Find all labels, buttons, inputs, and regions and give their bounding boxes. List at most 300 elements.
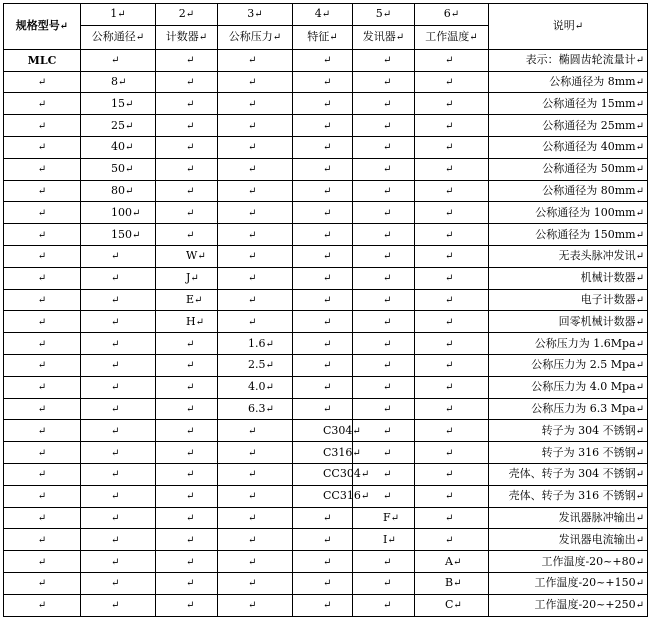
code-cell [156, 71, 218, 93]
table-row [4, 311, 648, 333]
paragraph-mark: ↵ [111, 403, 120, 415]
code-cell [415, 420, 489, 442]
paragraph-mark: ↵ [37, 338, 47, 350]
code-cell: 2.5↵ [218, 354, 293, 376]
paragraph-mark: ↵ [186, 55, 195, 67]
paragraph-mark: ↵ [111, 316, 120, 328]
col-name-6: 工作温度↵ [415, 25, 489, 49]
paragraph-mark: ↵ [323, 207, 332, 219]
paragraph-mark: ↵ [323, 338, 332, 350]
code-cell [293, 115, 353, 137]
paragraph-mark: ↵ [111, 425, 120, 437]
paragraph-mark: ↵ [323, 76, 332, 88]
table-row [4, 180, 648, 202]
desc-cell: 公称通径为 80mm↵ [489, 180, 648, 202]
col-name-3: 公称压力↵ [218, 25, 293, 49]
desc-cell: 回零机械计数器↵ [489, 311, 648, 333]
paragraph-mark: ↵ [635, 316, 644, 328]
paragraph-mark: ↵ [323, 600, 332, 612]
code-cell [218, 180, 293, 202]
table-row [4, 71, 648, 93]
code-cell [156, 398, 218, 420]
paragraph-mark: ↵ [186, 491, 195, 503]
paragraph-mark: ↵ [186, 120, 195, 132]
code-cell [156, 485, 218, 507]
paragraph-mark: ↵ [186, 164, 195, 176]
code-cell [415, 376, 489, 398]
paragraph-mark: ↵ [635, 512, 644, 524]
paragraph-mark: ↵ [445, 360, 454, 372]
paragraph-mark: ↵ [186, 469, 195, 481]
table-row [4, 507, 648, 529]
paragraph-mark: ↵ [635, 185, 644, 197]
table-row [4, 267, 648, 289]
code-cell [293, 333, 353, 355]
desc-cell: 壳体、转子为 304 不锈钢↵ [489, 463, 648, 485]
code-cell [81, 289, 156, 311]
spec-cell [4, 180, 81, 202]
code-cell [156, 180, 218, 202]
code-cell [353, 333, 415, 355]
paragraph-mark: ↵ [323, 556, 332, 568]
paragraph-mark: ↵ [186, 142, 195, 154]
code-cell [293, 354, 353, 376]
code-cell [293, 594, 353, 616]
code-cell [415, 529, 489, 551]
spec-cell [4, 115, 81, 137]
paragraph-mark: ↵ [111, 600, 120, 612]
paragraph-mark: ↵ [111, 491, 120, 503]
code-cell [293, 267, 353, 289]
paragraph-mark: ↵ [132, 229, 141, 241]
paragraph-mark: ↵ [265, 360, 274, 372]
code-cell [353, 376, 415, 398]
paragraph-mark: ↵ [37, 600, 47, 612]
paragraph-mark: ↵ [360, 491, 370, 503]
code-cell [415, 398, 489, 420]
paragraph-mark: ↵ [186, 578, 195, 590]
code-cell [415, 202, 489, 224]
desc-cell: 公称通径为 25mm↵ [489, 115, 648, 137]
code-cell [353, 224, 415, 246]
code-cell [415, 333, 489, 355]
paragraph-mark: ↵ [445, 447, 454, 459]
code-cell [156, 333, 218, 355]
code-cell [156, 202, 218, 224]
paragraph-mark: ↵ [37, 164, 47, 176]
code-cell [293, 398, 353, 420]
code-cell [293, 529, 353, 551]
paragraph-mark: ↵ [248, 491, 257, 503]
desc-cell: 公称压力为 2.5 Mpa↵ [489, 354, 648, 376]
code-cell: E↵ [156, 289, 218, 311]
paragraph-mark: ↵ [445, 382, 454, 394]
code-cell: H↵ [156, 311, 218, 333]
code-cell [218, 289, 293, 311]
paragraph-mark: ↵ [111, 55, 120, 67]
table-row [4, 136, 648, 158]
spec-cell [4, 594, 81, 616]
code-cell [156, 93, 218, 115]
paragraph-mark: ↵ [248, 578, 257, 590]
paragraph-mark: ↵ [37, 251, 47, 263]
paragraph-mark: ↵ [383, 98, 392, 110]
paragraph-mark: ↵ [111, 512, 120, 524]
code-cell [353, 354, 415, 376]
code-cell [81, 507, 156, 529]
code-cell [353, 572, 415, 594]
code-cell [156, 551, 218, 573]
spec-cell [4, 93, 81, 115]
code-cell [81, 245, 156, 267]
code-cell [415, 224, 489, 246]
table-row [4, 333, 648, 355]
paragraph-mark: ↵ [383, 55, 392, 67]
code-cell [353, 267, 415, 289]
paragraph-mark: ↵ [445, 534, 454, 546]
code-cell [81, 49, 156, 71]
code-cell [293, 71, 353, 93]
desc-cell: 公称通径为 8mm↵ [489, 71, 648, 93]
paragraph-mark: ↵ [323, 98, 332, 110]
paragraph-mark: ↵ [635, 534, 644, 546]
paragraph-mark: ↵ [445, 142, 454, 154]
code-cell [81, 376, 156, 398]
spec-table [3, 3, 648, 617]
code-cell: 25↵ [81, 115, 156, 137]
code-cell [353, 442, 415, 464]
code-cell [156, 507, 218, 529]
paragraph-mark: ↵ [37, 142, 47, 154]
spec-cell [4, 311, 81, 333]
spec-cell [4, 224, 81, 246]
paragraph-mark: ↵ [383, 229, 392, 241]
code-cell [415, 71, 489, 93]
paragraph-mark: ↵ [186, 534, 195, 546]
paragraph-mark: ↵ [383, 360, 392, 372]
paragraph-mark: ↵ [635, 229, 644, 241]
desc-cell: 电子计数器↵ [489, 289, 648, 311]
paragraph-mark: ↵ [111, 360, 120, 372]
code-cell: C304↵ [293, 420, 353, 442]
paragraph-mark: ↵ [323, 164, 332, 176]
paragraph-mark: ↵ [323, 251, 332, 263]
paragraph-mark: ↵ [111, 447, 120, 459]
paragraph-mark: ↵ [111, 338, 120, 350]
code-cell: 40↵ [81, 136, 156, 158]
paragraph-mark: ↵ [248, 55, 257, 67]
paragraph-mark: ↵ [248, 164, 257, 176]
desc-cell: 公称通径为 15mm↵ [489, 93, 648, 115]
code-cell [81, 485, 156, 507]
paragraph-mark: ↵ [37, 403, 47, 415]
col-num-6: 6↵ [415, 4, 489, 26]
table-row [4, 572, 648, 594]
code-cell [218, 507, 293, 529]
code-cell: C316↵ [293, 442, 353, 464]
paragraph-mark: ↵ [37, 469, 47, 481]
code-cell [353, 551, 415, 573]
code-cell [415, 180, 489, 202]
code-cell [218, 245, 293, 267]
paragraph-mark: ↵ [383, 120, 392, 132]
col-num-5: 5↵ [353, 4, 415, 26]
code-cell [353, 594, 415, 616]
paragraph-mark: ↵ [383, 294, 392, 306]
spec-cell [4, 71, 81, 93]
paragraph-mark: ↵ [265, 338, 274, 350]
paragraph-mark: ↵ [248, 185, 257, 197]
code-cell [415, 49, 489, 71]
paragraph-mark: ↵ [111, 578, 120, 590]
desc-cell: 公称通径为 40mm↵ [489, 136, 648, 158]
paragraph-mark: ↵ [248, 98, 257, 110]
paragraph-mark: ↵ [323, 120, 332, 132]
paragraph-mark: ↵ [383, 425, 392, 437]
code-cell: 15↵ [81, 93, 156, 115]
table-row [4, 529, 648, 551]
paragraph-mark: ↵ [383, 403, 392, 415]
desc-cell: 公称通径为 50mm↵ [489, 158, 648, 180]
paragraph-mark: ↵ [248, 447, 257, 459]
code-cell [156, 463, 218, 485]
paragraph-mark: ↵ [635, 382, 644, 394]
table-row [4, 376, 648, 398]
code-cell [218, 529, 293, 551]
code-cell [81, 333, 156, 355]
code-cell: 8↵ [81, 71, 156, 93]
paragraph-mark: ↵ [445, 98, 454, 110]
spec-cell [4, 507, 81, 529]
code-cell [353, 49, 415, 71]
paragraph-mark: ↵ [190, 273, 199, 285]
code-cell: I↵ [353, 529, 415, 551]
code-cell [415, 245, 489, 267]
paragraph-mark: ↵ [248, 273, 257, 285]
code-cell [353, 202, 415, 224]
desc-cell: 公称压力为 4.0 Mpa↵ [489, 376, 648, 398]
col-name-1: 公称通径↵ [81, 25, 156, 49]
code-cell [218, 158, 293, 180]
paragraph-mark: ↵ [352, 447, 361, 459]
paragraph-mark: ↵ [37, 491, 47, 503]
code-cell [353, 136, 415, 158]
paragraph-mark: ↵ [37, 229, 47, 241]
paragraph-mark: ↵ [323, 534, 332, 546]
paragraph-mark: ↵ [383, 251, 392, 263]
paragraph-mark: ↵ [445, 207, 454, 219]
paragraph-mark: ↵ [186, 403, 195, 415]
code-cell [218, 93, 293, 115]
code-cell [81, 311, 156, 333]
code-cell [353, 158, 415, 180]
code-cell [81, 594, 156, 616]
code-cell [218, 551, 293, 573]
spec-cell [4, 354, 81, 376]
paragraph-mark: ↵ [635, 403, 644, 415]
code-cell: 1.6↵ [218, 333, 293, 355]
code-cell [218, 420, 293, 442]
code-cell [293, 376, 353, 398]
desc-cell: 工作温度-20~+150↵ [489, 572, 648, 594]
paragraph-mark: ↵ [383, 164, 392, 176]
code-cell: B↵ [415, 572, 489, 594]
paragraph-mark: ↵ [186, 382, 195, 394]
col-name-2: 计数器↵ [156, 25, 218, 49]
code-cell [81, 572, 156, 594]
col-name-4: 特征↵ [293, 25, 353, 49]
paragraph-mark: ↵ [635, 76, 644, 88]
code-cell [415, 136, 489, 158]
paragraph-mark: ↵ [445, 512, 454, 524]
paragraph-mark: ↵ [383, 338, 392, 350]
table-row [4, 49, 648, 71]
paragraph-mark: ↵ [111, 534, 120, 546]
spec-cell [4, 202, 81, 224]
code-cell: CC316↵ [293, 485, 353, 507]
table-row [4, 202, 648, 224]
spec-cell [4, 485, 81, 507]
code-cell: CC304↵ [293, 463, 353, 485]
paragraph-mark: ↵ [248, 294, 257, 306]
desc-cell: 无表头脉冲发讯↵ [489, 245, 648, 267]
paragraph-mark: ↵ [445, 55, 454, 67]
col-num-2: 2↵ [156, 4, 218, 26]
paragraph-mark: ↵ [445, 120, 454, 132]
paragraph-mark: ↵ [383, 491, 392, 503]
paragraph-mark: ↵ [248, 207, 257, 219]
paragraph-mark: ↵ [383, 185, 392, 197]
code-cell: W↵ [156, 245, 218, 267]
paragraph-mark: ↵ [445, 469, 454, 481]
code-cell [415, 507, 489, 529]
paragraph-mark: ↵ [323, 382, 332, 394]
code-cell [218, 136, 293, 158]
paragraph-mark: ↵ [37, 76, 47, 88]
code-cell [415, 289, 489, 311]
code-cell [293, 224, 353, 246]
code-cell [353, 245, 415, 267]
paragraph-mark: ↵ [125, 142, 134, 154]
code-cell [353, 420, 415, 442]
paragraph-mark: ↵ [445, 403, 454, 415]
code-cell [81, 442, 156, 464]
code-cell [293, 136, 353, 158]
code-cell [218, 267, 293, 289]
code-cell [218, 572, 293, 594]
paragraph-mark: ↵ [635, 360, 644, 372]
table-row [4, 551, 648, 573]
code-cell [156, 224, 218, 246]
desc-cell: 表示：椭圆齿轮流量计↵ [489, 49, 648, 71]
paragraph-mark: ↵ [445, 294, 454, 306]
paragraph-mark: ↵ [453, 600, 462, 612]
code-cell [218, 485, 293, 507]
paragraph-mark: ↵ [194, 294, 203, 306]
code-cell [156, 529, 218, 551]
code-cell [415, 115, 489, 137]
code-cell [156, 572, 218, 594]
paragraph-mark: ↵ [186, 512, 195, 524]
paragraph-mark: ↵ [186, 338, 195, 350]
paragraph-mark: ↵ [635, 273, 644, 285]
paragraph-mark: ↵ [37, 534, 47, 546]
paragraph-mark: ↵ [111, 382, 120, 394]
paragraph-mark: ↵ [248, 229, 257, 241]
code-cell: 80↵ [81, 180, 156, 202]
code-cell [218, 442, 293, 464]
paragraph-mark: ↵ [265, 382, 274, 394]
desc-cell: 机械计数器↵ [489, 267, 648, 289]
spec-cell [4, 333, 81, 355]
code-cell [293, 572, 353, 594]
code-cell [81, 529, 156, 551]
code-cell: 6.3↵ [218, 398, 293, 420]
code-cell [293, 551, 353, 573]
paragraph-mark: ↵ [323, 512, 332, 524]
paragraph-mark: ↵ [452, 556, 462, 568]
paragraph-mark: ↵ [118, 76, 127, 88]
desc-cell: 发讯器电流输出↵ [489, 529, 648, 551]
paragraph-mark: ↵ [186, 425, 195, 437]
code-cell [293, 245, 353, 267]
paragraph-mark: ↵ [37, 207, 47, 219]
paragraph-mark: ↵ [197, 251, 206, 263]
code-cell [415, 158, 489, 180]
code-cell [415, 93, 489, 115]
spec-cell [4, 463, 81, 485]
paragraph-mark: ↵ [635, 164, 644, 176]
paragraph-mark: ↵ [323, 294, 332, 306]
paragraph-mark: ↵ [186, 207, 195, 219]
paragraph-mark: ↵ [383, 556, 392, 568]
paragraph-mark: ↵ [383, 382, 392, 394]
paragraph-mark: ↵ [125, 98, 134, 110]
spec-header: 规格型号↵ [4, 4, 81, 50]
code-cell [353, 71, 415, 93]
spec-cell [4, 442, 81, 464]
paragraph-mark: ↵ [445, 316, 454, 328]
desc-cell: 公称压力为 1.6Mpa↵ [489, 333, 648, 355]
paragraph-mark: ↵ [37, 294, 47, 306]
code-cell [156, 376, 218, 398]
paragraph-mark: ↵ [383, 273, 392, 285]
paragraph-mark: ↵ [453, 578, 462, 590]
code-cell [353, 93, 415, 115]
desc-cell: 转子为 304 不锈钢↵ [489, 420, 648, 442]
paragraph-mark: ↵ [323, 360, 332, 372]
paragraph-mark: ↵ [37, 273, 47, 285]
code-cell [81, 551, 156, 573]
paragraph-mark: ↵ [445, 338, 454, 350]
paragraph-mark: ↵ [111, 556, 120, 568]
table-row [4, 442, 648, 464]
code-cell [415, 354, 489, 376]
code-cell [218, 224, 293, 246]
paragraph-mark: ↵ [186, 185, 195, 197]
paragraph-mark: ↵ [390, 512, 400, 524]
paragraph-mark: ↵ [248, 512, 257, 524]
code-cell [293, 93, 353, 115]
paragraph-mark: ↵ [37, 120, 47, 132]
code-cell [293, 311, 353, 333]
table-row [4, 245, 648, 267]
code-cell: F↵ [353, 507, 415, 529]
code-cell [81, 463, 156, 485]
paragraph-mark: ↵ [383, 207, 392, 219]
paragraph-mark: ↵ [635, 294, 644, 306]
code-cell [415, 485, 489, 507]
